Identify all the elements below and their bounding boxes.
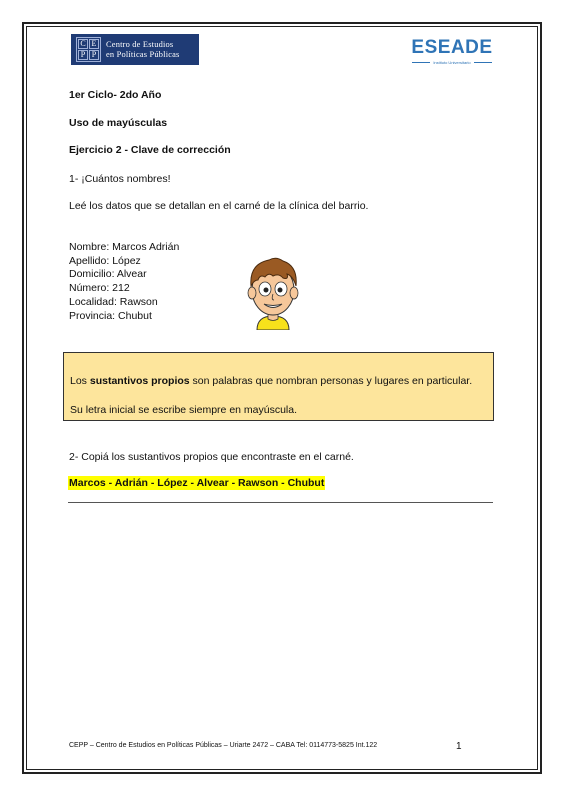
eseade-logo-name: ESEADE — [411, 37, 493, 58]
eseade-logo — [406, 38, 498, 66]
answer-rule — [68, 502, 493, 503]
question-1-heading: 1- ¡Cuántos nombres! — [69, 173, 171, 185]
boy-illustration — [243, 256, 303, 330]
definition-note-box — [63, 352, 494, 421]
cepp-logo-text — [106, 40, 180, 60]
question-2-heading: 2- Copiá los sustantivos propios que encontraste en el carné. — [69, 451, 354, 463]
cepp-logo-letter: P — [78, 50, 88, 60]
card-field-localidad: Localidad: Rawson — [69, 295, 158, 308]
page-number: 1 — [456, 741, 462, 752]
cepp-logo — [71, 34, 199, 65]
card-field-nombre: Nombre: Marcos Adrián — [69, 241, 180, 253]
cepp-logo-letter: E — [89, 39, 99, 49]
card-field-domicilio: Domicilio: Alvear — [69, 268, 147, 281]
footer-text: CEPP – Centro de Estudios en Políticas Públicas – Uriarte 2472 – CABA Tel: 0114773-5825 Int.122 — [69, 742, 378, 749]
note-term: sustantivos propios — [89, 375, 190, 387]
cepp-logo-letter: P — [89, 50, 99, 60]
card-field-apellido: Apellido: López — [69, 254, 141, 267]
card-field-provincia: Provincia: Chubut — [69, 309, 152, 322]
cepp-logo-line1: Centro de Estudios — [106, 39, 174, 49]
cepp-logo-mark — [76, 37, 101, 62]
eseade-logo-rule — [474, 62, 492, 63]
question-1-instruction: Leé los datos que se detallan en el carné de la clínica del barrio. — [69, 200, 369, 212]
eseade-logo-tagline-row — [406, 60, 498, 65]
note-prefix: Los — [70, 375, 90, 387]
topic-title: Uso de mayúsculas — [69, 117, 168, 129]
cepp-logo-line2: en Políticas Públicas — [106, 49, 180, 59]
cycle-title: 1er Ciclo- 2do Año — [69, 89, 162, 101]
eseade-logo-tagline: Instituto Universitario — [433, 60, 471, 65]
cepp-logo-letter: C — [78, 39, 88, 49]
clinic-card-data — [69, 241, 179, 323]
exercise-title: Ejercicio 2 - Clave de corrección — [69, 144, 231, 156]
question-2-answer: Marcos - Adrián - López - Alvear - Rawson - Chubut — [69, 477, 325, 489]
eseade-logo-rule — [412, 62, 430, 63]
card-field-numero: Número: 212 — [69, 282, 130, 295]
note-rest: son palabras que nombran personas y lugares en particular. Su letra inicial se escribe siempre en mayúscula. — [70, 375, 473, 416]
